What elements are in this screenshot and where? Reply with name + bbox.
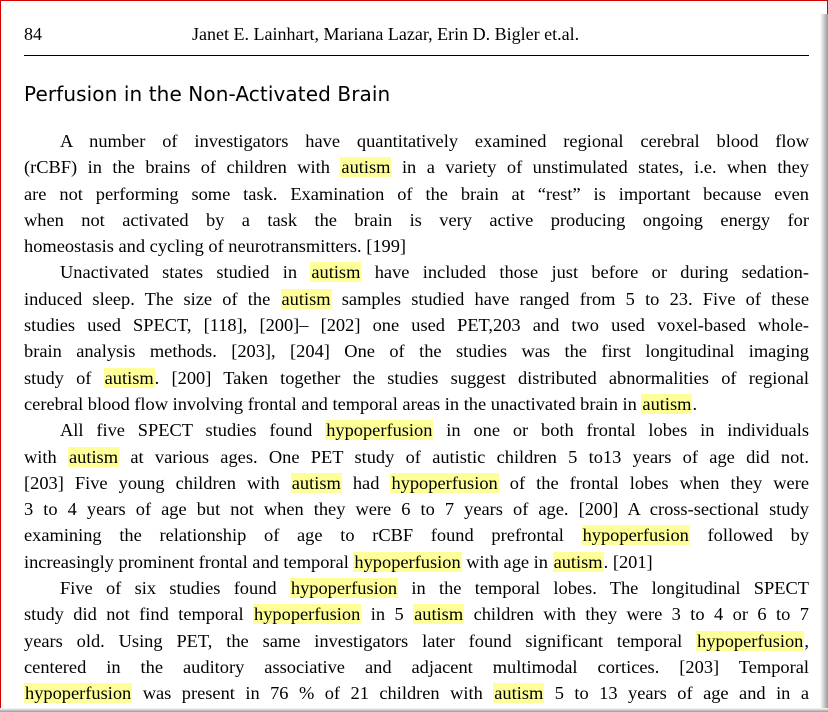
text-line	[24, 680, 809, 706]
text-run: cerebral blood flow involving frontal and temporal areas in the unactivated brain in	[24, 393, 642, 414]
text-line	[24, 207, 809, 233]
paragraph	[24, 575, 809, 706]
header-rule	[24, 55, 809, 56]
text-line	[24, 181, 809, 207]
text-run: . [201]	[603, 551, 653, 572]
search-highlight: autism	[642, 393, 692, 414]
page-shadow-right	[820, 14, 828, 712]
text-run: 5 to 13 years of age and in a	[544, 683, 810, 704]
search-highlight: autism	[291, 472, 341, 493]
text-run: 3 to 4 years of age but not when they were 6 to 7 years of age. [200] A cross-sectional study	[24, 499, 809, 520]
search-highlight: hypoperfusion	[391, 472, 498, 493]
search-highlight: hypoperfusion	[582, 525, 689, 546]
text-run: followed by	[689, 525, 809, 546]
text-run: had	[341, 472, 391, 493]
text-run: in one or both frontal lobes in individuals	[433, 420, 809, 441]
text-line	[24, 154, 809, 180]
search-highlight: autism	[553, 551, 603, 572]
paragraph	[24, 259, 809, 417]
search-highlight: hypoperfusion	[326, 420, 433, 441]
text-run: samples studied have ranged from 5 to 23. Five of these	[331, 288, 809, 309]
text-run: [203] Five young children with	[24, 472, 291, 493]
text-run: homeostasis and cycling of neurotransmitters. [199]	[24, 236, 407, 257]
search-highlight: autism	[311, 262, 361, 283]
text-run: studies used SPECT, [118], [200]– [202] one used PET,203 and two used voxel-based whole-	[24, 315, 809, 336]
text-run: in 5	[361, 604, 414, 625]
text-run: Unactivated states studied in	[60, 262, 311, 283]
text-run: examining the relationship of age to rCBF found prefrontal	[24, 525, 582, 546]
text-run: of the frontal lobes when they were	[498, 472, 809, 493]
text-line	[24, 444, 809, 470]
text-line	[24, 496, 809, 522]
text-run: was present in 76 % of 21 children with	[132, 683, 494, 704]
text-run: have included those just before or during sedation-	[361, 262, 809, 283]
search-highlight: hypoperfusion	[697, 630, 804, 651]
text-line	[24, 338, 809, 364]
search-highlight: autism	[414, 604, 464, 625]
running-header	[24, 24, 810, 48]
text-run: when not activated by a task the brain is very active producing ongoing energy for	[24, 209, 809, 230]
text-run: . [200] Taken together the studies suggest distributed abnormalities of regional	[154, 367, 809, 388]
text-line	[24, 470, 809, 496]
text-run: ,	[804, 630, 809, 651]
running-head-authors: Janet E. Lainhart, Mariana Lazar, Erin D. Bigler et.al.	[192, 24, 580, 44]
text-line	[24, 259, 809, 285]
search-highlight: autism	[494, 683, 544, 704]
text-line	[24, 286, 809, 312]
text-line	[24, 575, 809, 601]
text-run: induced sleep. The size of the	[24, 288, 281, 309]
text-run: at various ages. One PET study of autistic children 5 to13 years of age did not.	[119, 446, 809, 467]
text-run: increasingly prominent frontal and temporal	[24, 551, 354, 572]
text-run: children with they were 3 to 4 or 6 to 7	[464, 604, 809, 625]
text-run: with age in	[461, 551, 553, 572]
text-run: (rCBF) in the brains of children with	[24, 157, 341, 178]
text-run: All five SPECT studies found	[60, 420, 326, 441]
text-run: brain analysis methods. [203], [204] One of the studies was the first longitudinal imaging	[24, 341, 809, 362]
text-run: are not performing some task. Examination of the brain at “rest” is important because even	[24, 183, 809, 204]
text-line	[24, 522, 809, 548]
search-highlight: autism	[68, 446, 119, 467]
text-line	[24, 128, 809, 154]
search-highlight: hypoperfusion	[25, 683, 132, 704]
text-line	[24, 628, 809, 654]
text-run: in the temporal lobes. The longitudinal SPECT	[398, 578, 809, 599]
paragraph	[24, 417, 809, 575]
text-run: study did not find temporal	[24, 604, 254, 625]
section-title: Perfusion in the Non-Activated Brain	[24, 82, 391, 106]
text-line	[24, 312, 809, 338]
text-line	[24, 417, 809, 443]
text-run: Five of six studies found	[60, 578, 290, 599]
search-highlight: hypoperfusion	[290, 578, 398, 599]
text-run: centered in the auditory associative and adjacent multimodal cortices. [203] Temporal	[24, 656, 809, 677]
search-highlight: autism	[104, 367, 154, 388]
body-text	[24, 128, 809, 707]
text-line	[24, 601, 809, 627]
text-run: in a variety of unstimulated states, i.e. when they	[391, 157, 809, 178]
text-line	[24, 654, 809, 680]
text-run: A number of investigators have quantitatively examined regional cerebral blood flow	[60, 131, 809, 151]
text-line	[24, 391, 809, 417]
page-shadow-bottom	[0, 708, 828, 712]
search-highlight: autism	[341, 157, 391, 178]
text-run: with	[24, 446, 68, 467]
text-run: study of	[24, 367, 104, 388]
search-highlight: hypoperfusion	[354, 551, 461, 572]
paragraph	[24, 128, 809, 259]
text-line	[24, 365, 809, 391]
page-number: 84	[24, 24, 42, 44]
search-highlight: autism	[281, 288, 331, 309]
text-line	[24, 233, 809, 259]
text-line	[24, 549, 809, 575]
text-run: years old. Using PET, the same investigators later found significant temporal	[24, 630, 697, 651]
text-run: .	[692, 393, 698, 414]
search-highlight: hypoperfusion	[254, 604, 361, 625]
